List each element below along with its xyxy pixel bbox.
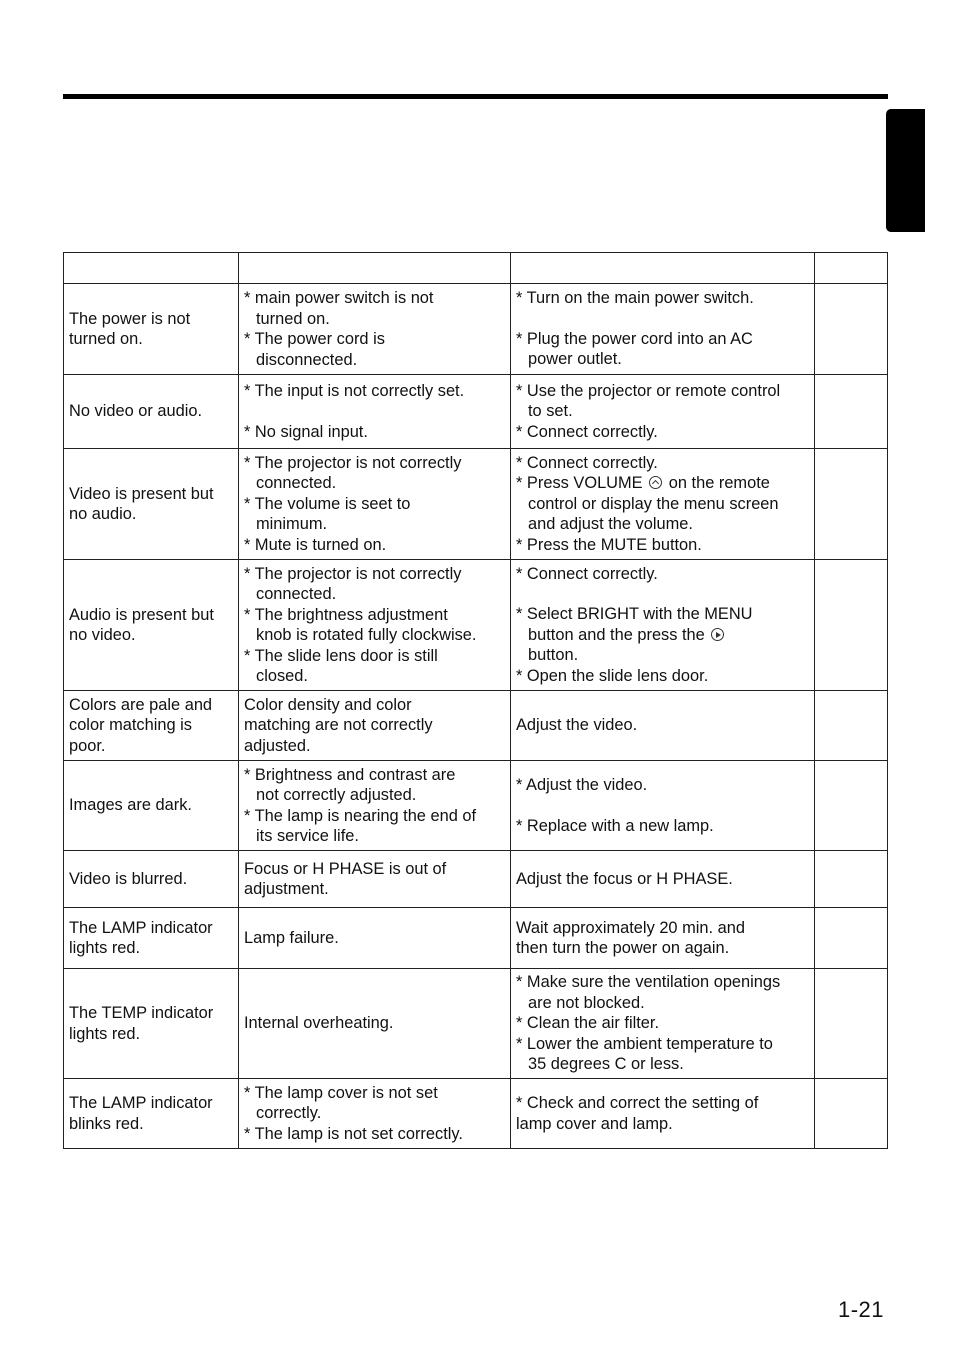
symptom-line: lights red. — [69, 1024, 141, 1043]
page-cell — [815, 1079, 888, 1149]
cause-cell — [239, 375, 511, 449]
symptom-line: poor. — [69, 736, 106, 755]
cause-item: * Mute is turned on. — [244, 535, 387, 554]
remedy-cell — [511, 969, 815, 1079]
page-cell — [815, 560, 888, 691]
remedy-item: * Connect correctly. — [516, 564, 658, 583]
cause-item: * The lamp is not set correctly. — [244, 1124, 463, 1143]
symptom-cell — [64, 560, 239, 691]
table-row — [64, 691, 888, 761]
symptom-line: turned on. — [69, 330, 143, 348]
cause-line: Color density and color — [244, 695, 412, 714]
table-row — [64, 375, 888, 449]
remedy-line: Adjust the focus or H PHASE. — [516, 869, 733, 888]
symptom-line: color matching is — [69, 716, 192, 735]
table-row — [64, 560, 888, 691]
remedy-cell — [511, 449, 815, 560]
remedy-item: * Press the MUTE button. — [516, 535, 702, 554]
symptom-line: lights red. — [69, 939, 141, 957]
symptom-line: Video is present but — [69, 484, 214, 503]
header-cell-symptom — [64, 253, 239, 284]
symptom-line: No video or audio. — [69, 402, 203, 421]
table-row — [64, 449, 888, 560]
section-tab-marker — [886, 109, 925, 232]
symptom-line: Video is blurred. — [69, 869, 188, 888]
remedy-cell — [511, 691, 815, 761]
remedy-item: * Adjust the video. — [516, 776, 648, 794]
table-header-row — [64, 253, 888, 284]
remedy-line: * Check and correct the setting of — [516, 1094, 759, 1112]
table-row — [64, 761, 888, 851]
cause-item: * The lamp cover is not set correctly. — [244, 1083, 438, 1123]
volume-up-icon — [649, 476, 662, 489]
cause-item: * The input is not correctly set. — [244, 382, 465, 400]
cause-line: adjustment. — [244, 880, 329, 898]
page-cell — [815, 969, 888, 1079]
symptom-cell — [64, 375, 239, 449]
cause-line: matching are not correctly — [244, 716, 433, 735]
page-cell — [815, 375, 888, 449]
remedy-cell — [511, 560, 815, 691]
remedy-item: * Turn on the main power switch. — [516, 289, 754, 308]
cause-item: * No signal input. — [244, 422, 368, 441]
remedy-item: * Plug the power cord into an AC power outlet. — [516, 329, 753, 369]
remedy-line: Adjust the video. — [516, 716, 638, 735]
header-cell-remedy — [511, 253, 815, 284]
table-row — [64, 284, 888, 375]
cause-cell — [239, 761, 511, 851]
remedy-cell — [511, 284, 815, 375]
cause-cell — [239, 284, 511, 375]
remedy-item: * Replace with a new lamp. — [516, 816, 714, 835]
symptom-cell — [64, 284, 239, 375]
symptom-line: blinks red. — [69, 1114, 144, 1133]
remedy-item: * Select BRIGHT with the MENU button and the press the button. — [516, 605, 753, 665]
page-number: 1-21 — [838, 1297, 885, 1322]
cause-item: * The projector is not correctly connected. — [244, 453, 462, 493]
remedy-line: lamp cover and lamp. — [516, 1114, 673, 1133]
symptom-cell — [64, 761, 239, 851]
cause-item: * The brightness adjustment knob is rotated fully clockwise. — [244, 605, 477, 644]
symptom-cell — [64, 1079, 239, 1149]
symptom-line: The LAMP indicator — [69, 918, 213, 937]
top-rule — [63, 94, 888, 99]
cause-item: * The projector is not correctly connected. — [244, 564, 462, 603]
remedy-item: * Clean the air filter. — [516, 1014, 660, 1033]
cause-line: Internal overheating. — [244, 1014, 394, 1033]
symptom-line: no video. — [69, 626, 136, 644]
page-cell — [815, 691, 888, 761]
remedy-item: * Open the slide lens door. — [516, 666, 709, 685]
remedy-cell — [511, 851, 815, 908]
page-cell — [815, 284, 888, 375]
cause-line: adjusted. — [244, 736, 311, 755]
cause-cell — [239, 449, 511, 560]
cause-item: * The lamp is nearing the end of its service life. — [244, 806, 477, 845]
cause-line: Focus or H PHASE is out of — [244, 859, 447, 878]
remedy-item: * Connect correctly. — [516, 453, 658, 472]
cause-cell — [239, 1079, 511, 1149]
troubleshooting-table — [63, 252, 888, 1149]
right-button-icon — [711, 628, 724, 641]
page-cell — [815, 851, 888, 908]
symptom-cell — [64, 908, 239, 969]
cause-item: * main power switch is not turned on. — [244, 289, 434, 328]
remedy-cell — [511, 908, 815, 969]
symptom-cell — [64, 691, 239, 761]
table-row — [64, 1079, 888, 1149]
symptom-line: The LAMP indicator — [69, 1094, 213, 1112]
header-cell-cause — [239, 253, 511, 284]
cause-line: Lamp failure. — [244, 928, 339, 947]
remedy-item: * Use the projector or remote control to set. — [516, 381, 781, 421]
remedy-line: Wait approximately 20 min. and — [516, 918, 745, 937]
cause-cell — [239, 691, 511, 761]
symptom-line: Colors are pale and — [69, 695, 213, 714]
header-cell-page — [815, 253, 888, 284]
symptom-line: Audio is present but — [69, 605, 214, 624]
page-cell — [815, 761, 888, 851]
table-row — [64, 908, 888, 969]
remedy-item: * Connect correctly. — [516, 422, 658, 441]
cause-cell — [239, 908, 511, 969]
cause-cell — [239, 560, 511, 691]
table-row — [64, 851, 888, 908]
cause-item: * The power cord is disconnected. — [244, 330, 385, 369]
remedy-cell — [511, 761, 815, 851]
symptom-cell — [64, 969, 239, 1079]
symptom-line: The TEMP indicator — [69, 1004, 214, 1022]
remedy-item: * Press VOLUME on the remote control or display the menu screen and adjust the volume. — [516, 474, 779, 534]
cause-cell — [239, 969, 511, 1079]
symptom-line: Images are dark. — [69, 796, 192, 815]
table-row — [64, 969, 888, 1079]
cause-item: * The slide lens door is still closed. — [244, 646, 438, 685]
page-cell — [815, 449, 888, 560]
symptom-line: no audio. — [69, 505, 137, 523]
symptom-cell — [64, 851, 239, 908]
cause-cell — [239, 851, 511, 908]
symptom-cell — [64, 449, 239, 560]
remedy-cell — [511, 375, 815, 449]
remedy-cell — [511, 1079, 815, 1149]
symptom-line: The power is not — [69, 309, 191, 328]
remedy-line: then turn the power on again. — [516, 939, 730, 957]
remedy-item: * Lower the ambient temperature to 35 degrees C or less. — [516, 1034, 773, 1074]
page-cell — [815, 908, 888, 969]
remedy-item: * Make sure the ventilation openings are not blocked. — [516, 973, 781, 1012]
cause-item: * The volume is seet to minimum. — [244, 494, 411, 534]
cause-item: * Brightness and contrast are not correctly adjusted. — [244, 765, 456, 804]
